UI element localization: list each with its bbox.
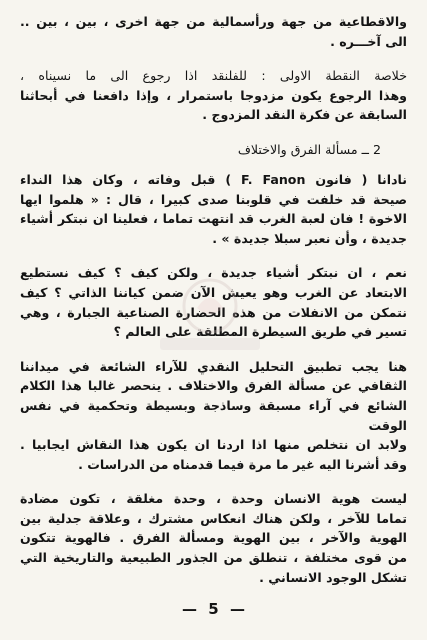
- text-line: هنا يجب تطبيق التحليل النقدي للآراء الشائعة في ميداننا: [20, 358, 407, 374]
- text-line: السابقة عن فكرة النقد المزدوج .: [202, 107, 407, 123]
- text-line: جديدة ، وأن نعبر سبلا جديدة » .: [212, 230, 407, 246]
- paragraph-2: [20, 66, 407, 125]
- text-line: الابتعاد عن الغرب وهو يعيش الآن ضمن كياننا الذاتي ؟ كيف: [20, 284, 407, 300]
- text-line: خلاصة النقطة الاولى : للفلنقد اذا رجوع الى ما نسيناه ،: [20, 68, 407, 84]
- text-line: صيحة قد خلفت في قلوبنا صدى كبيرا ، قال : « هلموا ايها: [20, 191, 407, 207]
- text-line: نادانا ( فانون F. Fanon ) قبل وفاته ، وكان هذا النداء: [20, 171, 408, 187]
- text-line: الاخوة ! فان لعبة الغرب قد انتهت تماما ، فعلينا ان نبتكر أشياء: [20, 211, 407, 227]
- page-number: 5: [208, 600, 219, 618]
- text-line: نتمكن من الانفلات من هذه الحضارة الصناعية الجبارة ، وهي: [20, 304, 407, 320]
- footer-dash-right: —: [229, 600, 245, 618]
- text-line: الى آخـــره .: [330, 33, 407, 49]
- paragraph-1: [20, 12, 407, 51]
- paragraph-4: [20, 263, 407, 341]
- text-line: تشكل الوجود الانساني .: [259, 569, 407, 585]
- text-line: تماما للآخر ، ولكن هناك انعكاس مشترك ، وعلاقة جدلية بين: [20, 510, 407, 526]
- text-line: والاقطاعية من جهة ورأسمالية من جهة اخرى ، بين ، بين ..: [20, 14, 407, 29]
- footer-dash-left: —: [182, 600, 198, 618]
- page-footer: [0, 600, 427, 618]
- text-line: الشائع في آراء مسبقة وساذجة وبسيطة وتحكمية في نفس الوقت: [20, 397, 407, 433]
- text-line: وهذا الرجوع يكون مزدوجا باستمرار ، وإذا دافعنا في أبحاثنا: [20, 87, 407, 103]
- text-line: تسير في طريق السيطرة المطلقة على العالم ؟: [113, 324, 407, 340]
- paragraph-6: [20, 489, 407, 587]
- text-line: وقد أشرنا اليه غير ما مرة فيما قدمناه من الدراسات .: [78, 456, 407, 472]
- text-line: الثقافي عن مسألة الفرق والاختلاف . ينحصر غالبا هذا الكلام: [20, 378, 407, 394]
- text-line: ولابد ان نتخلص منها اذا اردنا ان يكون هذا النقاش ايجابيا .: [20, 437, 407, 453]
- paragraph-5: [20, 357, 407, 475]
- text-line: من قوى مختلفة ، تنطلق من الجذور الطبيعية والتاريخية التي: [20, 550, 407, 566]
- paragraph-3: [20, 170, 407, 248]
- section-heading: 2 ــ مسألة الفرق والاختلاف: [237, 141, 381, 157]
- text-line: ليست هوية الانسان وحدة ، وحدة مغلقة ، تكون مضادة: [20, 491, 407, 507]
- text-line: الهوية والآخر ، بين الهوية ومسألة الفرق . فالهوية تتكون: [20, 530, 407, 546]
- text-line: نعم ، ان نبتكر أشياء جديدة ، ولكن كيف ؟ كيف نستطيع: [20, 265, 407, 281]
